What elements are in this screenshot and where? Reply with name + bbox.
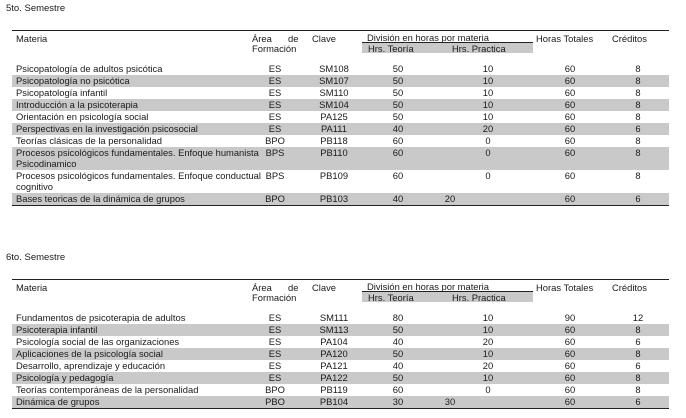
table-row — [12, 324, 669, 336]
cell-materia: Teorías contemporáneas de la personalidad — [16, 384, 199, 395]
header-creditos: Créditos — [612, 282, 647, 293]
table-row — [12, 147, 669, 170]
header-teoria: Hrs. Teoría — [368, 292, 414, 303]
semester-5-title: 5to. Semestre — [6, 3, 66, 14]
cell-clave: SM104 — [319, 99, 349, 110]
cell-area: BPO — [265, 384, 285, 395]
cell-creditos: 8 — [635, 135, 641, 146]
cell-clave: PB118 — [320, 135, 348, 146]
cell-teoria: 60 — [392, 384, 404, 395]
cell-total: 60 — [564, 348, 576, 359]
cell-practica: 10 — [482, 372, 494, 383]
cell-materia: Orientación en psicología social — [16, 111, 149, 122]
cell-teoria: 40 — [392, 360, 404, 371]
cell-creditos: 8 — [635, 63, 641, 74]
cell-teoria: 50 — [392, 63, 404, 74]
cell-area: BPS — [265, 170, 285, 181]
cell-total: 60 — [564, 193, 576, 204]
cell-total: 90 — [564, 312, 576, 323]
cell-creditos: 8 — [635, 99, 641, 110]
cell-creditos: 8 — [635, 75, 641, 86]
cell-materia: Psicopatología de adultos psicótica — [16, 63, 163, 74]
cell-teoria: 60 — [392, 147, 404, 158]
cell-creditos: 8 — [635, 147, 641, 158]
cell-practica: 10 — [482, 87, 494, 98]
cell-teoria: 50 — [392, 348, 404, 359]
table-header — [12, 279, 669, 312]
cell-teoria: 50 — [392, 87, 404, 98]
cell-materia: Teorías clásicas de la personalidad — [16, 135, 162, 146]
cell-total: 60 — [564, 384, 576, 395]
cell-total: 60 — [564, 360, 576, 371]
cell-clave: PB119 — [320, 384, 348, 395]
header-clave: Clave — [312, 33, 336, 44]
header-practica: Hrs. Practica — [452, 43, 506, 54]
cell-practica: 10 — [482, 312, 494, 323]
header-totales: Horas Totales — [536, 33, 594, 44]
cell-teoria: 50 — [392, 75, 404, 86]
cell-practica: 10 — [482, 99, 494, 110]
cell-clave: PA121 — [320, 360, 348, 371]
cell-materia: Dinámica de grupos — [16, 396, 100, 407]
cell-total: 60 — [564, 75, 576, 86]
cell-total: 60 — [564, 123, 576, 134]
cell-area: ES — [268, 111, 282, 122]
cell-practica: 0 — [485, 170, 491, 181]
cell-total: 60 — [564, 170, 576, 181]
cell-teoria: 60 — [392, 135, 404, 146]
table-header — [12, 30, 669, 63]
cell-materia: Psicopatología infantil — [16, 87, 108, 98]
cell-clave: SM111 — [319, 312, 349, 323]
cell-practica: 10 — [482, 348, 494, 359]
table-row — [12, 170, 669, 193]
cell-area: ES — [268, 312, 282, 323]
table-row — [12, 123, 669, 135]
cell-area: ES — [268, 123, 282, 134]
cell-practica: 10 — [482, 75, 494, 86]
header-teoria: Hrs. Teoría — [368, 43, 414, 54]
cell-teoria: 30 — [392, 396, 404, 407]
table-row — [12, 87, 669, 99]
cell-area: PBO — [265, 396, 285, 407]
cell-clave: SM107 — [319, 75, 349, 86]
cell-practica: 20 — [444, 193, 456, 204]
header-area: Área — [252, 282, 272, 293]
semester-5-table — [12, 30, 669, 206]
header-formacion: Formación — [252, 43, 297, 54]
cell-materia: Fundamentos de psicoterapia de adultos — [16, 312, 186, 323]
header-practica: Hrs. Practica — [452, 292, 506, 303]
cell-practica: 0 — [485, 135, 491, 146]
cell-materia: Psicología social de las organizaciones — [16, 336, 180, 347]
cell-practica: 20 — [482, 360, 494, 371]
table-row — [12, 348, 669, 360]
cell-area: BPO — [265, 193, 285, 204]
cell-materia: Aplicaciones de la psicología social — [16, 348, 163, 359]
cell-clave: SM113 — [319, 324, 349, 335]
header-formacion: Formación — [252, 292, 297, 303]
semester-6-table — [12, 279, 669, 409]
cell-clave: PA125 — [320, 111, 348, 122]
header-area: Área — [252, 33, 272, 44]
cell-area: ES — [268, 348, 282, 359]
table-row — [12, 63, 669, 75]
cell-teoria: 50 — [392, 111, 404, 122]
cell-total: 60 — [564, 135, 576, 146]
table-row — [12, 396, 669, 409]
cell-area: ES — [268, 63, 282, 74]
cell-creditos: 12 — [632, 312, 644, 323]
cell-practica: 10 — [482, 324, 494, 335]
cell-clave: PB109 — [319, 170, 349, 181]
cell-teoria: 40 — [392, 123, 404, 134]
cell-teoria: 40 — [392, 193, 404, 204]
cell-practica: 0 — [485, 384, 491, 395]
cell-teoria: 80 — [392, 312, 404, 323]
cell-area: ES — [268, 324, 282, 335]
cell-total: 60 — [564, 396, 576, 407]
table-row — [12, 135, 669, 147]
cell-practica: 20 — [482, 123, 494, 134]
cell-clave: PB103 — [319, 193, 349, 204]
cell-practica: 10 — [482, 63, 494, 74]
cell-practica: 0 — [485, 147, 491, 158]
table-row — [12, 111, 669, 123]
header-division: División en horas por materia — [367, 281, 489, 292]
cell-teoria: 40 — [392, 336, 404, 347]
cell-area: ES — [268, 99, 282, 110]
cell-practica: 30 — [444, 396, 456, 407]
cell-materia: Introducción a la psicoterapia — [16, 99, 138, 110]
cell-area: ES — [268, 75, 282, 86]
header-de: de — [288, 282, 299, 293]
cell-clave: PA120 — [320, 348, 348, 359]
semester-6-title: 6to. Semestre — [6, 252, 66, 263]
cell-creditos: 8 — [635, 324, 641, 335]
cell-practica: 10 — [482, 111, 494, 122]
cell-total: 60 — [564, 324, 576, 335]
cell-total: 60 — [564, 147, 576, 158]
table-row — [12, 75, 669, 87]
cell-creditos: 8 — [635, 111, 641, 122]
cell-creditos: 6 — [635, 123, 641, 134]
header-de: de — [288, 33, 299, 44]
cell-total: 60 — [564, 87, 576, 98]
cell-creditos: 6 — [635, 193, 641, 204]
header-materia: Materia — [16, 282, 48, 293]
cell-teoria: 50 — [392, 99, 404, 110]
table-row — [12, 384, 669, 396]
header-clave: Clave — [312, 282, 336, 293]
table-row — [12, 336, 669, 348]
cell-creditos: 8 — [635, 348, 641, 359]
cell-creditos: 6 — [635, 336, 641, 347]
table-row — [12, 193, 669, 206]
cell-clave: PA122 — [320, 372, 348, 383]
header-totales: Horas Totales — [536, 282, 594, 293]
cell-area: ES — [268, 87, 282, 98]
cell-total: 60 — [564, 336, 576, 347]
cell-creditos: 8 — [635, 372, 641, 383]
cell-materia: Bases teoricas de la dinámica de grupos — [16, 193, 185, 204]
cell-clave: PA104 — [320, 336, 348, 347]
header-creditos: Créditos — [612, 33, 647, 44]
cell-total: 60 — [564, 111, 576, 122]
cell-total: 60 — [564, 372, 576, 383]
cell-clave: SM108 — [319, 63, 349, 74]
cell-teoria: 60 — [392, 170, 404, 181]
cell-teoria: 50 — [392, 372, 404, 383]
cell-creditos: 8 — [635, 170, 641, 181]
cell-materia: Procesos psicológicos fundamentales. Enfoque conductual cognitivo — [16, 170, 261, 192]
cell-materia: Desarrollo, aprendizaje y educación — [16, 360, 166, 371]
header-materia: Materia — [16, 33, 48, 44]
cell-practica: 20 — [482, 336, 494, 347]
cell-total: 60 — [564, 63, 576, 74]
cell-creditos: 8 — [635, 87, 641, 98]
cell-materia: Psicoterapia infantil — [16, 324, 98, 335]
table-row — [12, 372, 669, 384]
cell-clave: PA111 — [320, 123, 348, 134]
cell-total: 60 — [564, 99, 576, 110]
cell-materia: Procesos psicológicos fundamentales. Enfoque humanista Psicodinamico — [16, 147, 259, 169]
cell-materia: Psicopatología no psicótica — [16, 75, 130, 86]
cell-area: BPO — [265, 135, 285, 146]
table-row — [12, 360, 669, 372]
cell-materia: Perspectivas en la investigación psicosocial — [16, 123, 198, 134]
cell-creditos: 6 — [635, 360, 641, 371]
cell-teoria: 50 — [392, 324, 404, 335]
cell-area: ES — [268, 372, 282, 383]
cell-creditos: 6 — [635, 396, 641, 407]
cell-area: BPS — [265, 147, 285, 158]
table-row — [12, 99, 669, 111]
cell-creditos: 8 — [635, 384, 641, 395]
cell-materia: Psicología y pedagogía — [16, 372, 114, 383]
cell-area: ES — [268, 336, 282, 347]
cell-area: ES — [268, 360, 282, 371]
header-division: División en horas por materia — [367, 32, 489, 43]
cell-clave: SM110 — [319, 87, 349, 98]
cell-clave: PB104 — [319, 396, 349, 407]
cell-clave: PB110 — [320, 147, 348, 158]
table-row — [12, 312, 669, 324]
